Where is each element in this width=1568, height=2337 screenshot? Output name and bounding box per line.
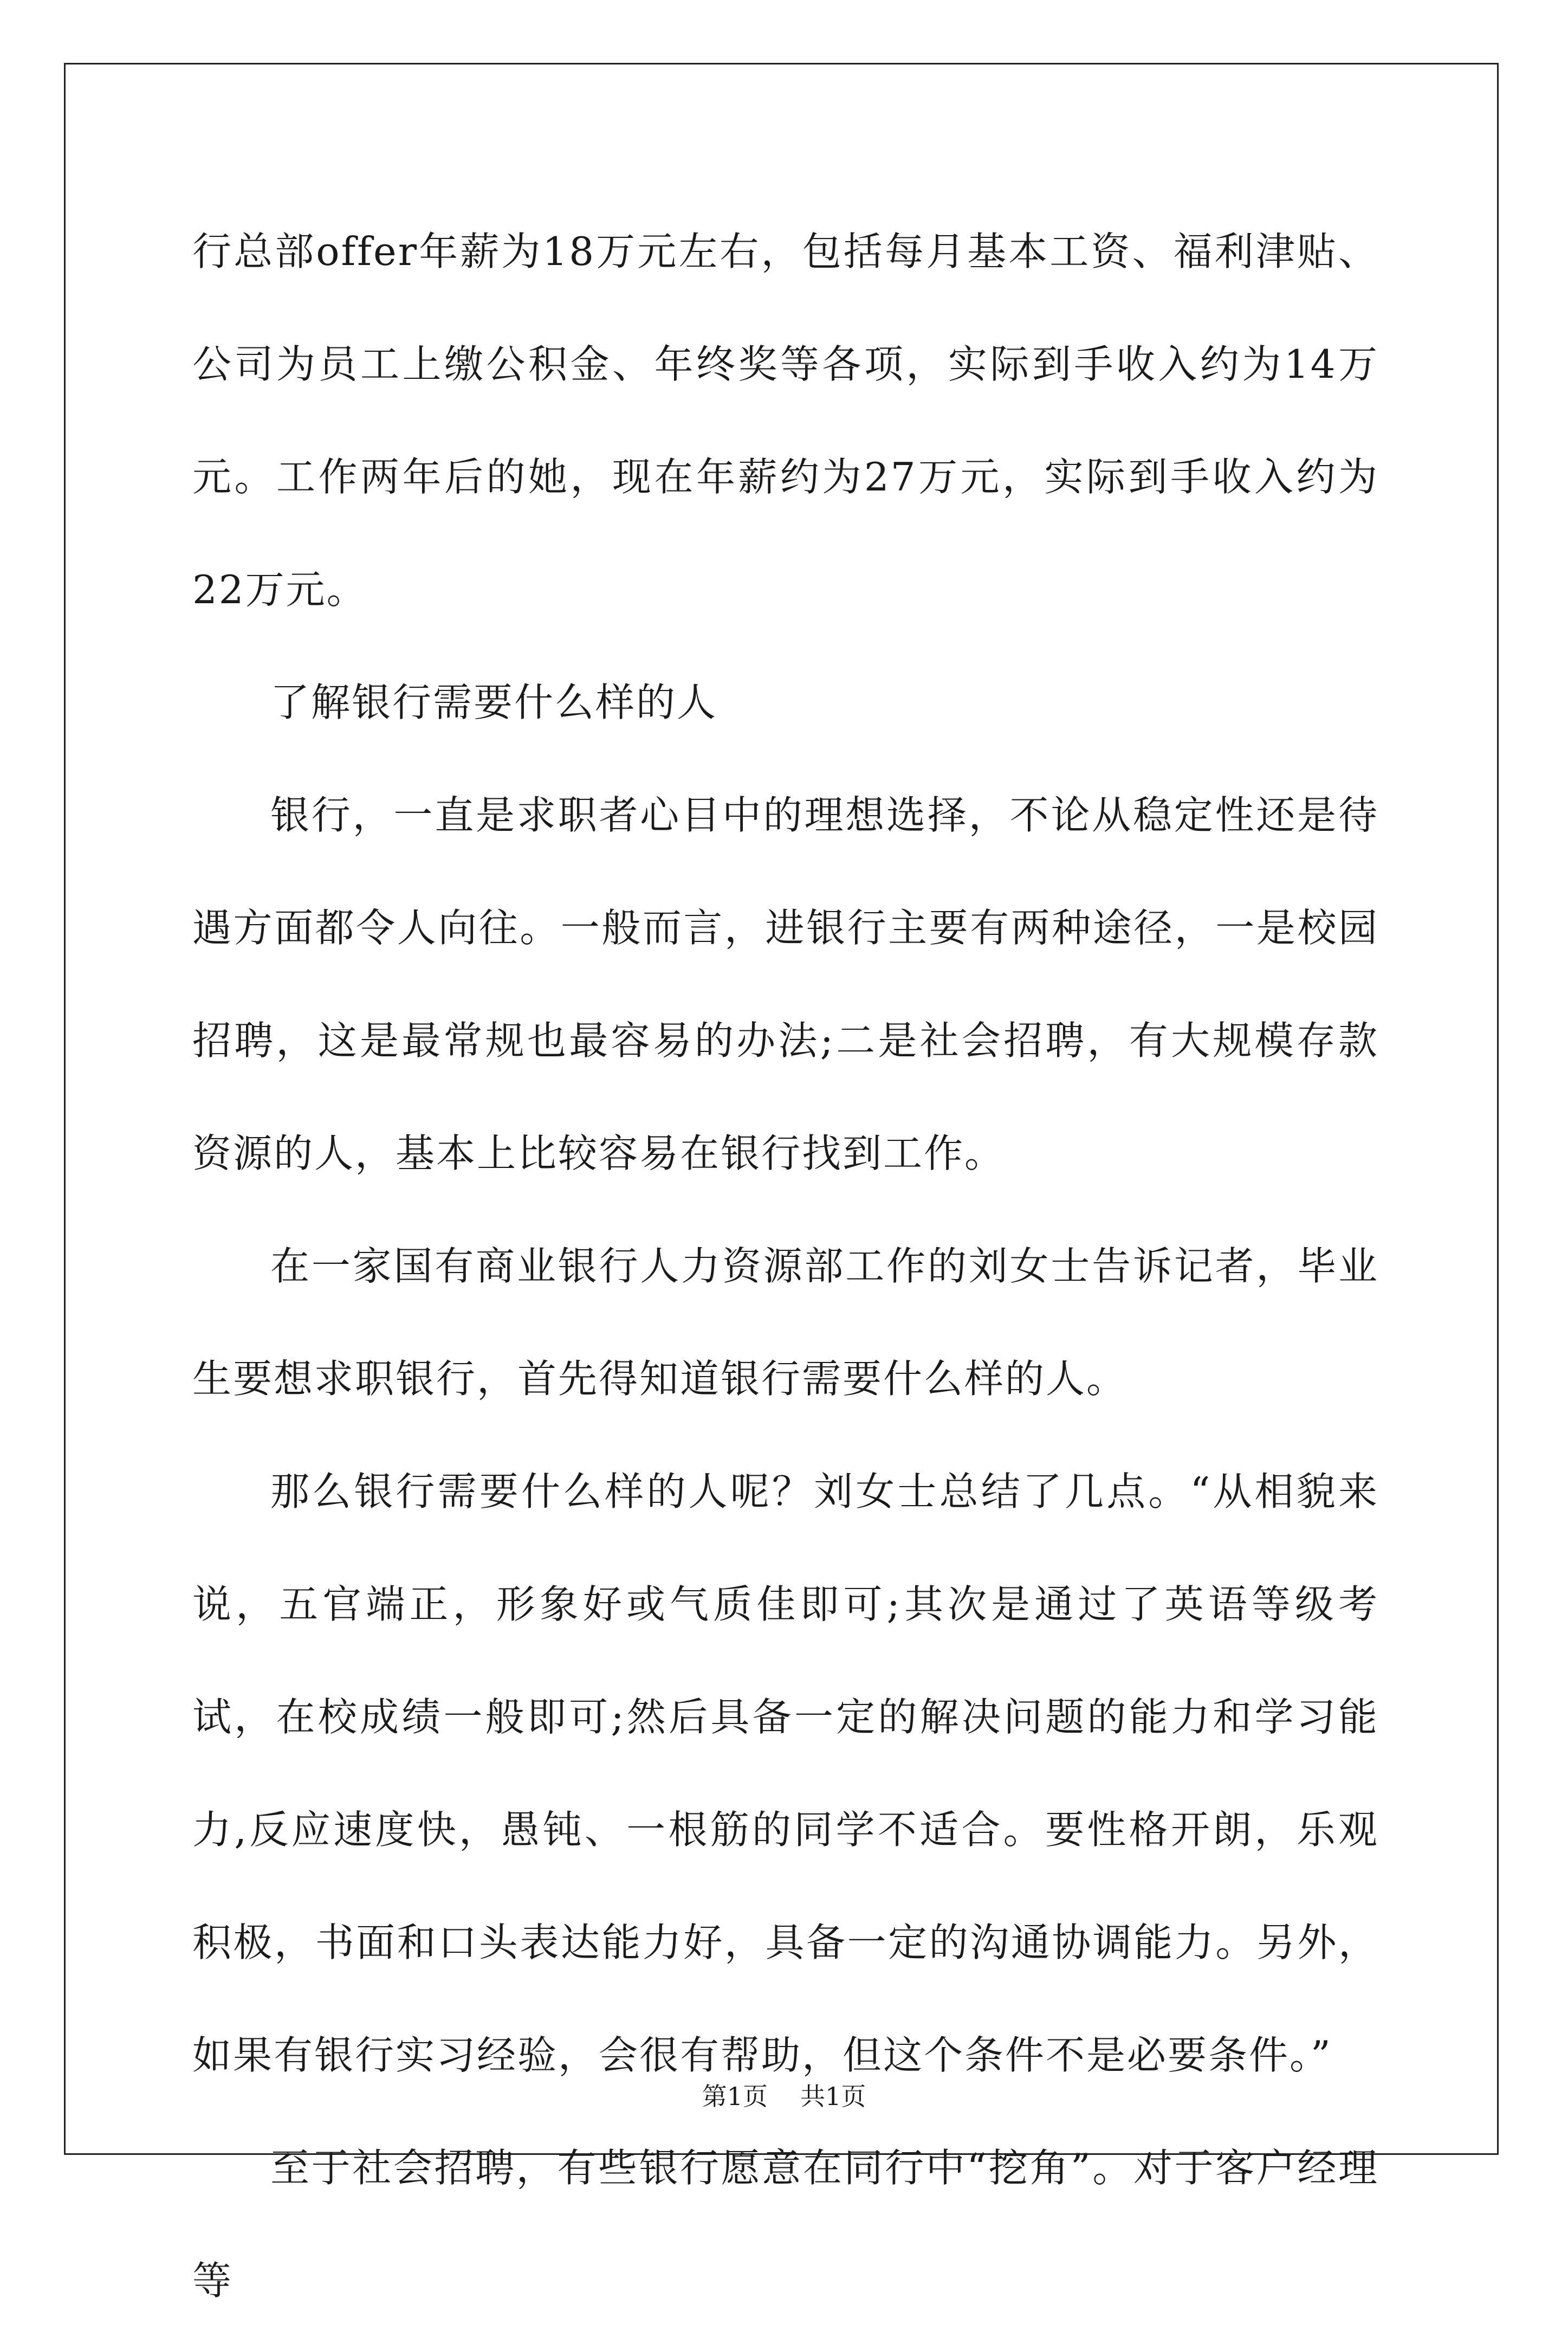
paragraph-social-recruitment: 至于社会招聘，有些银行愿意在同行中“挖角”。对于客户经理等 [192,2145,1379,2303]
paragraph-hr-interview: 在一家国有商业银行人力资源部工作的刘女士告诉记者，毕业生要想求职银行，首先得知道银行需要什么样的人。 [192,1243,1379,1402]
paragraph-salary: 行总部offer年薪为18万元左右，包括每月基本工资、福利津贴、公司为员工上缴公积金、年终奖等各项，实际到手收入约为14万元。工作两年后的她，现在年薪约为27万元，实际到手收入约为22万元。 [192,229,1379,612]
section-heading: 了解银行需要什么样的人 [270,680,718,725]
document-body [192,195,1379,2337]
page-number-current: 第1页 [702,2082,768,2111]
page-number-total: 共1页 [800,2082,866,2111]
page-footer [0,2080,1568,2113]
paragraph-requirements: 那么银行需要什么样的人呢？刘女士总结了几点。“从相貌来说，五官端正，形象好或气质佳即可;其次是通过了英语等级考试，在校成绩一般即可;然后具备一定的解决问题的能力和学习能力,反应速度快，愚钝、一根筋的同学不适合。要性格开朗，乐观积极，书面和口头表达能力好，具备一定的沟通协调能力。另外，如果有银行实习经验，会很有帮助，但这个条件不是必要条件。” [192,1469,1379,2078]
paragraph-bank-choice: 银行，一直是求职者心目中的理想选择，不论从稳定性还是待遇方面都令人向往。一般而言，进银行主要有两种途径，一是校园招聘，这是最常规也最容易的办法;二是社会招聘，有大规模存款资源的人，基本上比较容易在银行找到工作。 [192,792,1379,1176]
